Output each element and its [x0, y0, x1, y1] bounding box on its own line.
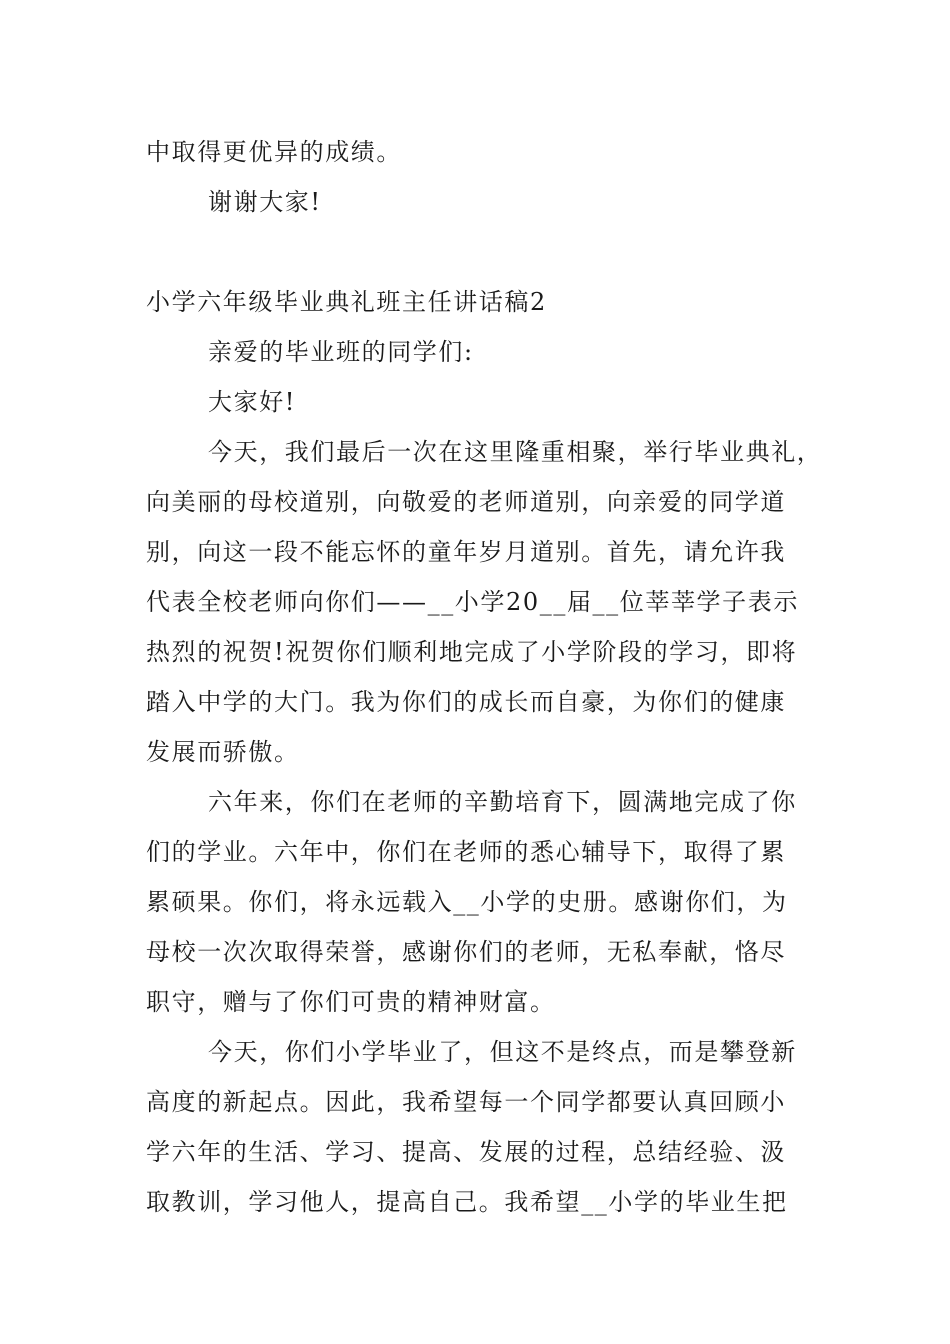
paragraph-line: 热烈的祝贺!祝贺你们顺利地完成了小学阶段的学习，即将 — [146, 638, 798, 666]
paragraph-line: 高度的新起点。因此，我希望每一个同学都要认真回顾小 — [146, 1088, 786, 1116]
section-title: 小学六年级毕业典礼班主任讲话稿2 — [146, 288, 547, 316]
paragraph-line: 职守，赠与了你们可贵的精神财富。 — [146, 988, 556, 1016]
greeting-line: 大家好! — [208, 388, 297, 416]
paragraph-line: 今天，你们小学毕业了，但这不是终点，而是攀登新 — [208, 1038, 797, 1066]
paragraph-line: 们的学业。六年中，你们在老师的悉心辅导下，取得了累 — [146, 838, 786, 866]
paragraph-line: 取教训，学习他人，提高自己。我希望__小学的毕业生把 — [146, 1188, 788, 1216]
paragraph-line: 代表全校老师向你们——__小学20__届__位莘莘学子表示 — [146, 588, 799, 616]
paragraph-line: 累硕果。你们，将永远载入__小学的史册。感谢你们，为 — [146, 888, 788, 916]
paragraph-line: 母校一次次取得荣誉，感谢你们的老师，无私奉献，恪尽 — [146, 938, 786, 966]
paragraph-line: 踏入中学的大门。我为你们的成长而自豪，为你们的健康 — [146, 688, 786, 716]
paragraph-line: 今天，我们最后一次在这里隆重相聚，举行毕业典礼， — [208, 438, 823, 466]
paragraph-line: 向美丽的母校道别，向敬爱的老师道别，向亲爱的同学道 — [146, 488, 786, 516]
salutation-line: 亲爱的毕业班的同学们: — [208, 338, 474, 366]
paragraph-line: 学六年的生活、学习、提高、发展的过程，总结经验、汲 — [146, 1138, 786, 1166]
paragraph-line: 六年来，你们在老师的辛勤培育下，圆满地完成了你 — [208, 788, 797, 816]
paragraph-line: 别，向这一段不能忘怀的童年岁月道别。首先，请允许我 — [146, 538, 786, 566]
paragraph-line: 发展而骄傲。 — [146, 738, 300, 766]
closing-line: 谢谢大家! — [208, 188, 322, 216]
paragraph-line: 中取得更优异的成绩。 — [146, 138, 402, 166]
